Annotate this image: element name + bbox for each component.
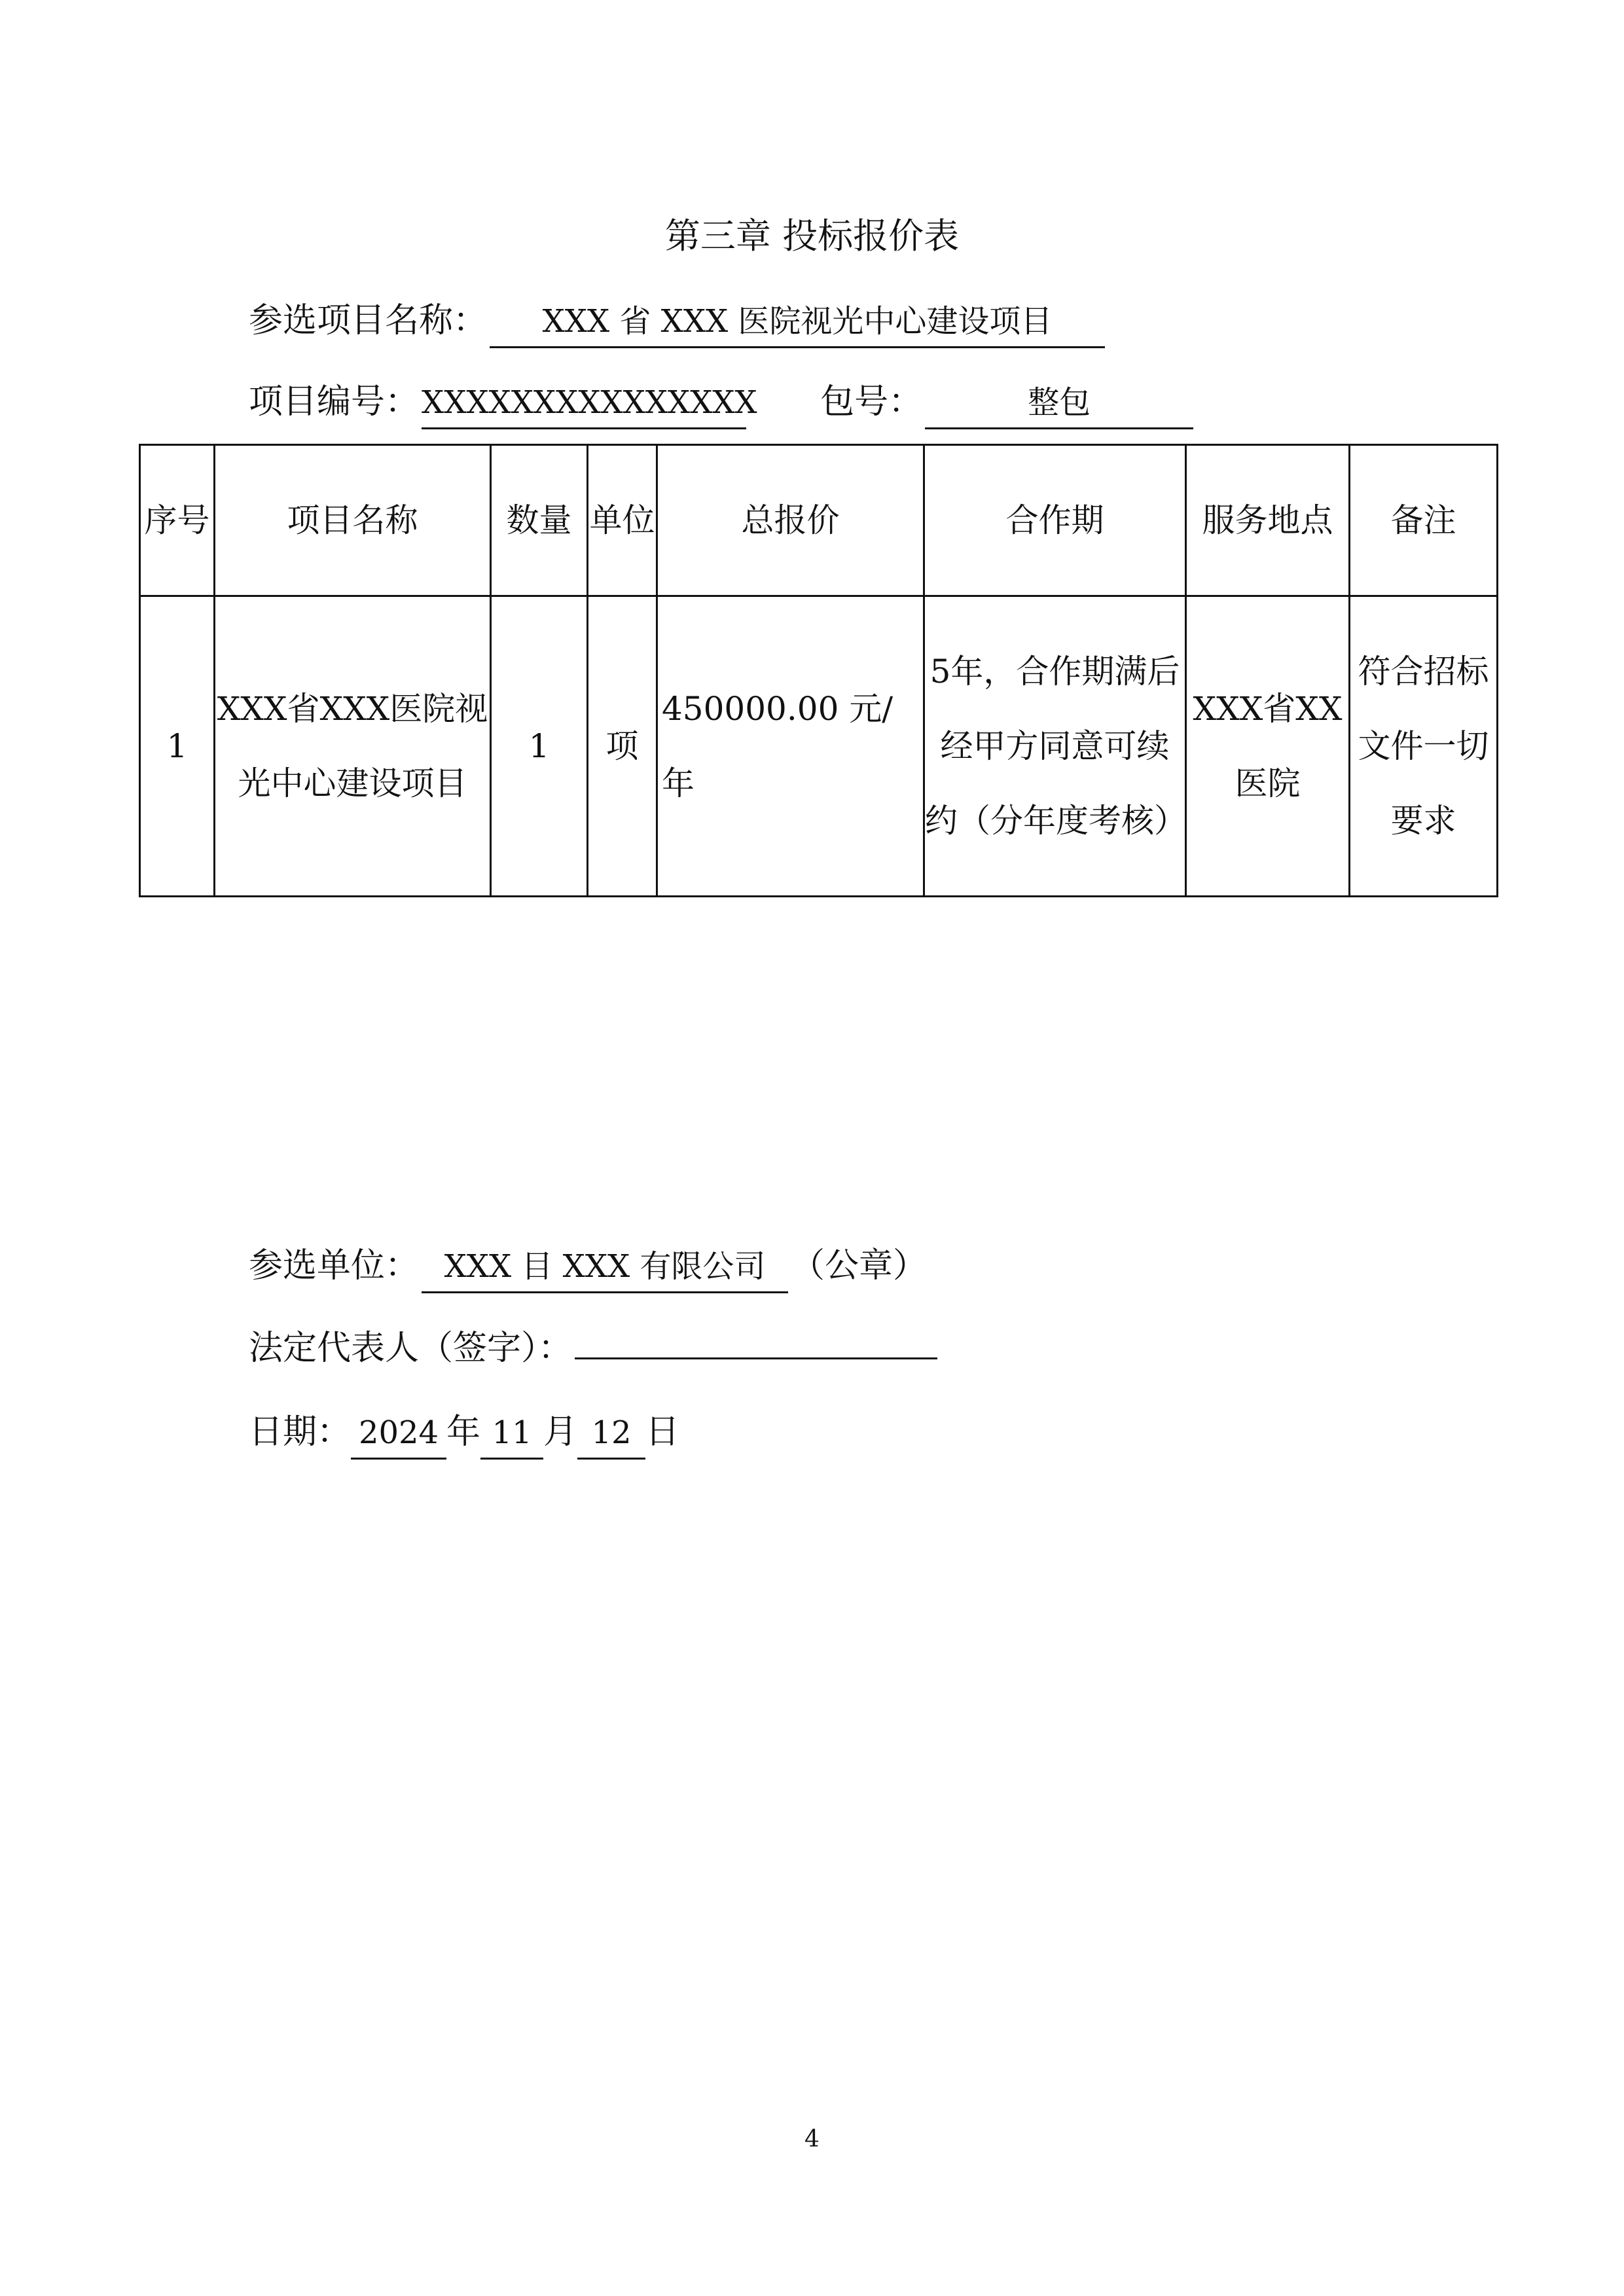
cell-item-name: XXX省XXX医院视光中心建设项目 [215,596,491,897]
header-unit: 单位 [588,445,657,596]
table-header-row [140,445,1498,596]
date-day: 12 [577,1408,645,1460]
project-number-line [249,376,1196,429]
header-quantity: 数量 [491,445,588,596]
bidder-value: XXX 目 XXX 有限公司 [422,1242,788,1293]
header-total-price: 总报价 [657,445,924,596]
legal-rep-label: 法定代表人（签字）： [249,1329,573,1368]
project-name-value: XXX 省 XXX 医院视光中心建设项目 [490,296,1105,348]
header-item-name: 项目名称 [215,445,491,596]
cell-index: 1 [140,596,215,897]
bidder-label: 参选单位： [249,1246,420,1285]
date-year-unit: 年 [446,1412,481,1452]
header-remarks: 备注 [1350,445,1498,596]
header-cooperation-period: 合作期 [924,445,1186,596]
cell-service-location: XXX省XX医院 [1186,596,1350,897]
date-line [249,1406,679,1460]
header-service-location: 服务地点 [1186,445,1350,596]
cell-unit: 项 [588,596,657,897]
quote-table [139,444,1498,897]
table-row [140,596,1498,897]
cell-cooperation-period: 5年，合作期满后经甲方同意可续约（分年度考核） [924,596,1186,897]
page-title: 第三章 投标报价表 [664,215,960,257]
bidder-line [249,1240,927,1293]
project-name-line [249,295,1108,348]
legal-rep-signature-field[interactable] [575,1357,937,1359]
date-month-unit: 月 [543,1412,578,1452]
date-month: 11 [480,1408,543,1460]
package-label: 包号： [820,382,923,422]
date-label: 日期： [249,1412,352,1452]
package-value: 整包 [925,378,1193,429]
date-day-unit: 日 [645,1412,680,1452]
cell-remarks: 符合招标文件一切要求 [1350,596,1498,897]
date-year: 2024 [351,1408,446,1460]
page-number: 4 [804,2126,820,2153]
project-number-label: 项目编号： [249,382,420,422]
cell-total-price: 450000.00 元/年 [657,596,924,897]
cell-quantity: 1 [491,596,588,897]
project-number-value: XXXXXXXXXXXXXXX [422,378,746,429]
header-index: 序号 [140,445,215,596]
legal-rep-line [249,1322,940,1374]
seal-note: （公章） [791,1246,928,1285]
project-name-label: 参选项目名称： [249,301,488,340]
